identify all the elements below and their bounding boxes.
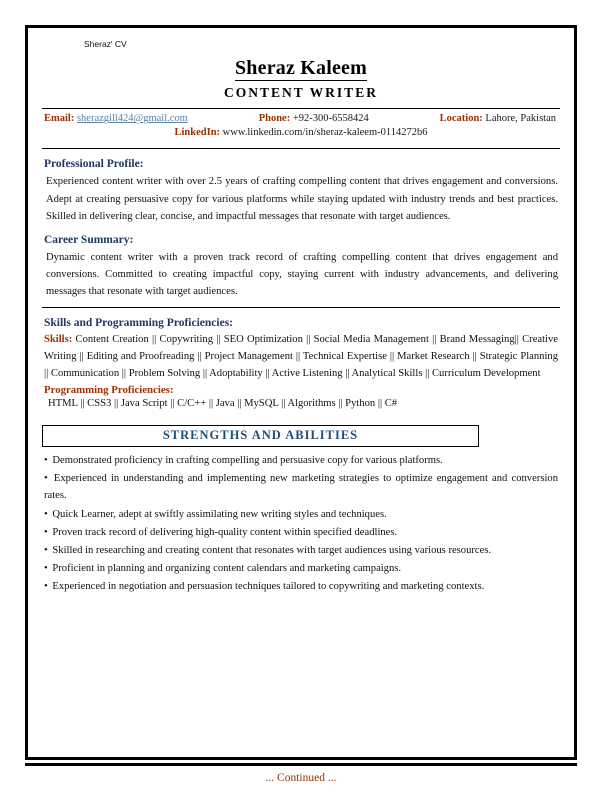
skills-text: Content Creation || Copywriting || SEO Optimization || Social Media Management || Brand Messaging|| Creative Writing || Editing and Proofreading || Project Management || Technical Expertise || Market Research || Strategic Planning || Communication || Problem Solving || Adoptability || Active Listening || Analytical Skills || Curriculum Development — [44, 334, 558, 380]
email-value[interactable]: sherazgill424@gmail.com — [76, 113, 188, 125]
contact-email — [44, 113, 188, 124]
professional-profile-text: Experienced content writer with over 2.5 years of crafting compelling content that drives engagement and conversions. Adept at creating persuasive copy for various platforms while staying updated with industry trends and best practices. Skilled in delivering clear, concise, and impactful messages that resonate with target audiences. — [46, 176, 558, 222]
bullet-icon: • — [44, 473, 48, 485]
programming-label: Programming Proficiencies: — [44, 384, 174, 397]
list-item — [44, 542, 558, 559]
bullet-icon: • — [44, 581, 48, 593]
location-label: Location: — [439, 113, 483, 125]
strengths-banner-title: STRENGTHS AND ABILITIES — [162, 428, 359, 443]
contact-location — [440, 113, 556, 124]
phone-value: +92-300-6558424 — [292, 113, 369, 125]
list-item — [44, 452, 558, 469]
email-label: Email: — [44, 113, 75, 125]
list-item-text: Proficient in planning and organizing content calendars and marketing campaigns. — [52, 562, 402, 574]
contact-row-linkedin — [42, 127, 560, 138]
programming-text: HTML || CSS3 || Java Script || C/C++ || Java || MySQL || Algorithms || Python || C# — [48, 398, 398, 410]
skills-section-title: Skills and Programming Proficiencies: — [44, 317, 233, 330]
list-item-text: Proven track record of delivering high-quality content within specified deadlines. — [52, 526, 398, 538]
section-career-summary — [42, 234, 560, 300]
linkedin-label: LinkedIn: — [174, 127, 221, 139]
list-item — [44, 560, 558, 577]
strengths-banner — [42, 425, 479, 447]
section-skills — [42, 317, 560, 413]
list-item-text: Experienced in negotiation and persuasion techniques tailored to copywriting and marketing contexts. — [52, 581, 485, 593]
strengths-list — [42, 452, 560, 595]
phone-label: Phone: — [258, 113, 291, 125]
list-item — [44, 524, 558, 541]
career-summary-title: Career Summary: — [44, 233, 134, 246]
section-professional-profile — [42, 158, 560, 224]
bullet-icon: • — [44, 508, 48, 520]
list-item-text: Demonstrated proficiency in crafting compelling and persuasive copy for various platforms. — [52, 455, 443, 467]
list-item-text: Experienced in understanding and implementing new marketing strategies to optimize engagement and conversion rates. — [44, 473, 558, 502]
bullet-icon: • — [44, 562, 48, 574]
divider-below-career-summary — [42, 307, 560, 308]
career-summary-text: Dynamic content writer with a proven track record of crafting compelling content that drives engagement and conversions. Committed to creating impactful copy, staying current with industry advancements, and delivering messages that resonate with target audiences. — [46, 251, 558, 298]
skills-label: Skills: — [44, 334, 73, 346]
list-item — [44, 470, 558, 504]
list-item — [44, 578, 558, 595]
list-item-text: Quick Learner, adept at swiftly assimilating new writing styles and techniques. — [52, 508, 387, 520]
bullet-icon: • — [44, 526, 48, 538]
contact-block — [42, 109, 560, 141]
name-block — [42, 57, 560, 101]
document-tag: Sheraz' CV — [84, 39, 127, 49]
divider-below-contact — [42, 148, 560, 149]
contact-row-primary — [42, 113, 560, 124]
bullet-icon: • — [44, 544, 48, 556]
cv-page-content — [28, 28, 574, 757]
candidate-role: CONTENT WRITER — [224, 85, 378, 101]
professional-profile-title: Professional Profile: — [44, 158, 144, 171]
skills-line — [42, 332, 560, 383]
footer-divider — [25, 763, 577, 766]
candidate-name: Sheraz Kaleem — [234, 57, 367, 80]
location-value: Lahore, Pakistan — [485, 113, 556, 125]
contact-phone — [259, 113, 369, 124]
bullet-icon: • — [44, 455, 48, 467]
list-item — [44, 506, 558, 523]
footer-continued-text: ... Continued ... — [265, 772, 337, 784]
cv-page-frame — [25, 25, 577, 760]
list-item-text: Skilled in researching and creating content that resonates with target audiences using various resources. — [52, 544, 492, 556]
linkedin-value[interactable]: www.linkedin.com/in/sheraz-kaleem-0114272b6 — [222, 127, 428, 139]
